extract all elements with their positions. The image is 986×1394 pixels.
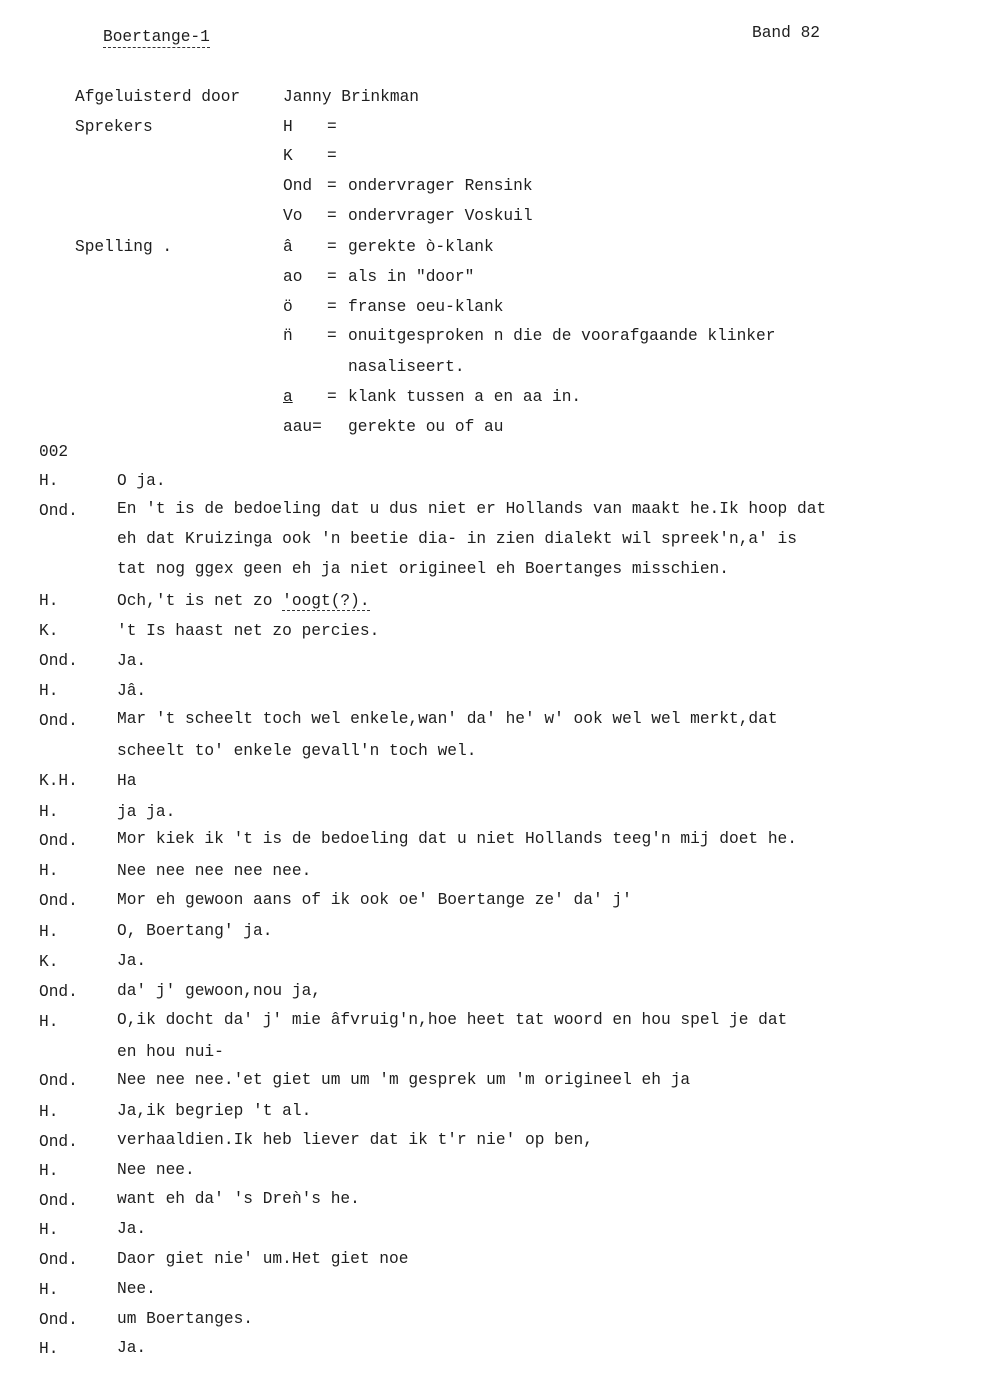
speaker-label: Ond.	[39, 1133, 78, 1151]
transcript-text: verhaaldien.Ik heb liever dat ik t'r nie' op ben,	[117, 1131, 593, 1149]
band-label: Band 82	[752, 24, 820, 42]
speaker-label: H.	[39, 682, 59, 700]
spelling-value: klank tussen a en aa in.	[348, 388, 582, 406]
speaker-label: H.	[39, 862, 59, 880]
speaker-eq: =	[327, 207, 337, 225]
transcript-text	[117, 592, 370, 610]
listened-label: Afgeluisterd door	[75, 88, 241, 106]
transcript-text: Ja,ik begriep 't al.	[117, 1102, 312, 1120]
spelling-value: gerekte ò-klank	[348, 238, 494, 256]
transcript-text: scheelt to' enkele gevall'n toch wel.	[117, 742, 477, 760]
transcript-text: Mor eh gewoon aans of ik ook oe' Boertange ze' da' j'	[117, 891, 632, 909]
spelling-eq: =	[327, 268, 337, 286]
listened-value: Janny Brinkman	[283, 88, 419, 106]
speaker-label: Ond.	[39, 983, 78, 1001]
transcript-text: O,ik docht da' j' mie âfvruig'n,hoe heet tat woord en hou spel je dat	[117, 1011, 788, 1029]
transcript-text: Ja.	[117, 952, 147, 970]
transcript-text: O, Boertang' ja.	[117, 922, 273, 940]
transcript-text: um Boertanges.	[117, 1310, 253, 1328]
speaker-label: Ond.	[39, 1192, 78, 1210]
speaker-label: Ond.	[39, 1311, 78, 1329]
transcript-text: 't Is haast net zo percies.	[117, 622, 380, 640]
speaker-key: K	[283, 147, 293, 165]
speaker-label: H.	[39, 1013, 59, 1031]
speaker-value: ondervrager Rensink	[348, 177, 533, 195]
transcript-text: Ha	[117, 772, 137, 790]
transcript-text: Nee nee nee.'et giet um um 'm gesprek um 'm origineel eh ja	[117, 1071, 691, 1089]
transcript-text: Ja.	[117, 1220, 147, 1238]
transcript-text: Mar 't scheelt toch wel enkele,wan' da' he' w' ook wel wel merkt,dat	[117, 710, 778, 728]
spelling-eq: =	[327, 238, 337, 256]
transcript-text-main: Och,'t is net zo	[117, 592, 283, 610]
spelling-eq: =	[327, 388, 337, 406]
spelling-eq: =	[327, 298, 337, 316]
transcript-text: want eh da' 's Dreǹ's he.	[117, 1190, 360, 1208]
page-title: Boertange-1	[103, 28, 210, 46]
speaker-value: ondervrager Voskuil	[348, 207, 533, 225]
speakers-label: Sprekers	[75, 118, 153, 136]
transcript-text: Daor giet nie' um.Het giet noe	[117, 1250, 409, 1268]
speaker-eq: =	[327, 118, 337, 136]
transcript-text: Ja.	[117, 1339, 147, 1357]
spelling-key: ö	[283, 298, 293, 316]
spelling-key: a	[283, 388, 293, 406]
transcript-text: ja ja.	[117, 803, 176, 821]
transcript-text: en hou nui-	[117, 1043, 224, 1061]
spelling-key: ao	[283, 268, 303, 286]
speaker-key: Vo	[283, 207, 303, 225]
speaker-label: Ond.	[39, 892, 78, 910]
speaker-label: H.	[39, 1221, 59, 1239]
uncertain-word: 'oogt(?).	[282, 592, 370, 610]
speaker-label: Ond.	[39, 1251, 78, 1269]
speaker-label: K.H.	[39, 772, 78, 790]
spelling-label: Spelling .	[75, 238, 173, 256]
speaker-label: Ond.	[39, 652, 78, 670]
speaker-label: Ond.	[39, 832, 78, 850]
transcript-text: O ja.	[117, 472, 166, 490]
spelling-key: aau=	[283, 418, 322, 436]
transcript-text: Nee nee nee nee nee.	[117, 862, 312, 880]
spelling-key: n̈	[283, 327, 293, 345]
speaker-label: H.	[39, 1281, 59, 1299]
speaker-label: Ond.	[39, 712, 78, 730]
speaker-eq: =	[327, 147, 337, 165]
speaker-key: H	[283, 118, 293, 136]
spelling-value: onuitgesproken n die de voorafgaande klinker	[348, 327, 776, 345]
speaker-label: K.	[39, 622, 59, 640]
spelling-key: â	[283, 238, 293, 256]
spelling-value: franse oeu-klank	[348, 298, 504, 316]
transcript-text: En 't is de bedoeling dat u dus niet er Hollands van maakt he.Ik hoop dat	[117, 500, 827, 518]
speaker-label: H.	[39, 923, 59, 941]
speaker-label: H.	[39, 1340, 59, 1358]
transcript-text: Nee nee.	[117, 1161, 195, 1179]
spelling-eq: =	[327, 327, 337, 345]
transcript-marker: 002	[39, 443, 69, 461]
spelling-value: nasaliseert.	[348, 358, 465, 376]
transcript-text: Jâ.	[117, 682, 147, 700]
transcript-text: da' j' gewoon,nou ja,	[117, 982, 321, 1000]
speaker-label: H.	[39, 803, 59, 821]
transcript-text: Nee.	[117, 1280, 156, 1298]
transcript-text: tat nog ggex geen eh ja niet origineel eh Boertanges misschien.	[117, 560, 729, 578]
transcript-text: Mor kiek ik 't is de bedoeling dat u niet Hollands teeg'n mij doet he.	[117, 830, 797, 848]
speaker-label: Ond.	[39, 502, 78, 520]
spelling-value: als in "door"	[348, 268, 475, 286]
spelling-value: gerekte ou of au	[348, 418, 504, 436]
speaker-label: H.	[39, 1103, 59, 1121]
speaker-label: H.	[39, 1162, 59, 1180]
speaker-label: Ond.	[39, 1072, 78, 1090]
speaker-label: K.	[39, 953, 59, 971]
speaker-label: H.	[39, 592, 59, 610]
speaker-key: Ond	[283, 177, 313, 195]
transcript-text: eh dat Kruizinga ook 'n beetie dia- in zien dialekt wil spreek'n,a' is	[117, 530, 797, 548]
transcript-text: Ja.	[117, 652, 147, 670]
speaker-eq: =	[327, 177, 337, 195]
speaker-label: H.	[39, 472, 59, 490]
